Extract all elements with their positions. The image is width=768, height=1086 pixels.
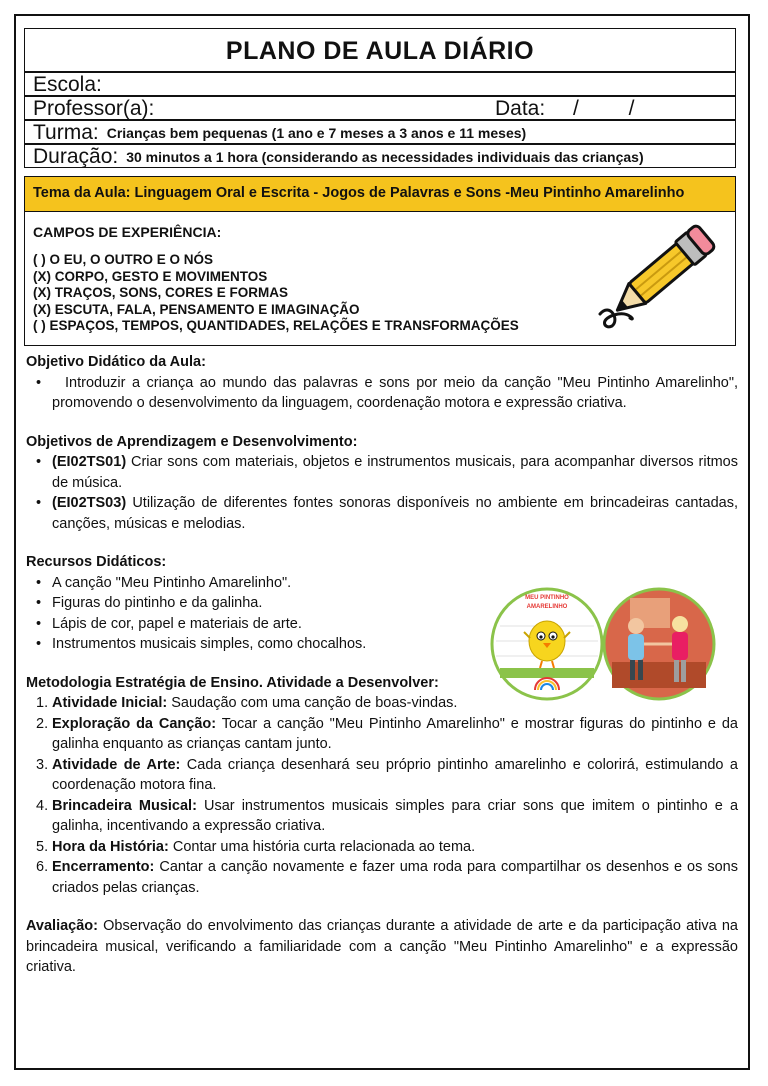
pencil-icon: [590, 222, 720, 332]
svg-text:MEU PINTINHO: MEU PINTINHO: [525, 595, 569, 601]
aprendizagem-title: Objetivos de Aprendizagem e Desenvolvimento:: [26, 433, 358, 450]
campo-item: (X) CORPO, GESTO E MOVIMENTOS: [33, 268, 268, 284]
campo-item: ( ) ESPAÇOS, TEMPOS, QUANTIDADES, RELAÇÕES E TRANSFORMAÇÕES: [33, 318, 519, 333]
duracao-row: [24, 144, 736, 168]
recursos-title: Recursos Didáticos:: [26, 554, 167, 570]
recurso-item: • Figuras do pintinho e da galinha.: [52, 593, 502, 614]
metodologia-item: 5. Hora da História: Contar uma história curta relacionada ao tema.: [36, 838, 476, 855]
page-title: PLANO DE AULA DIÁRIO: [24, 28, 736, 72]
campos-list: [33, 252, 519, 335]
children-photo: [604, 589, 714, 699]
recurso-item: • Lápis de cor, papel e materiais de arte.: [52, 614, 502, 635]
aprendizagem-item: • (EI02TS03) Utilização de diferentes fontes sonoras disponíveis no ambiente em brincadeiras cantadas, canções, músicas e melodias.: [52, 493, 738, 534]
metodologia-item: 1. Atividade Inicial: Saudação com uma canção de boas-vindas.: [36, 695, 458, 711]
lesson-theme-banner: Tema da Aula: Linguagem Oral e Escrita - Jogos de Palavras e Sons -Meu Pintinho Amarelinho: [24, 176, 736, 212]
turma-label: Turma:: [33, 121, 99, 144]
objetivo-text: • Introduzir a criança ao mundo das palavras e sons por meio da canção "Meu Pintinho Amarelinho", promovendo o desenvolvimento da linguagem, coordenação motora e expressão criativa.: [52, 373, 738, 414]
aprendizagem-item: • (EI02TS01) Criar sons com materiais, objetos e instrumentos musicais, para acompanhar diversos ritmos de música.: [52, 452, 738, 493]
data-label: Data:: [495, 97, 546, 120]
escola-row: [24, 72, 736, 96]
resource-images: [490, 586, 716, 702]
turma-value: Crianças bem pequenas (1 ano e 7 meses a 3 anos e 11 meses): [106, 125, 527, 141]
metodologia-item: 4. Brincadeira Musical: Usar instrumentos musicais simples para criar sons que imitem o pintinho e a galinha, incentivando a expressão criativa.: [36, 797, 739, 834]
campo-item: ( ) O EU, O OUTRO E O NÓS: [33, 252, 214, 267]
metodologia-title: Metodologia Estratégia de Ensino. Atividade a Desenvolver:: [26, 674, 439, 691]
recurso-item: • A canção "Meu Pintinho Amarelinho".: [52, 573, 502, 594]
campo-item: (X) TRAÇOS, SONS, CORES E FORMAS: [33, 285, 289, 300]
data-slashes: / /: [573, 97, 657, 120]
escola-label: Escola:: [33, 73, 102, 96]
chick-image: [492, 589, 602, 699]
svg-text:AMARELINHO: AMARELINHO: [526, 604, 568, 610]
objetivo-title: Objetivo Didático da Aula:: [26, 354, 206, 370]
avaliacao-paragraph: Avaliação: Observação do envolvimento das crianças durante a atividade de arte e da participação ativa na brincadeira musical, verificando a familiaridade com a canção "Meu Pintinho Amarelinho" e a expressão criativa.: [26, 918, 738, 975]
professor-row: [24, 96, 736, 120]
professor-label: Professor(a):: [33, 97, 155, 120]
campos-title: CAMPOS DE EXPERIÊNCIA:: [33, 224, 222, 240]
recurso-item: • Instrumentos musicais simples, como chocalhos.: [52, 634, 502, 655]
metodologia-item: 6. Encerramento: Cantar a canção novamente e fazer uma roda para compartilhar os desenhos e os sons criados pelas crianças.: [36, 859, 738, 896]
metodologia-item: 2. Exploração da Canção: Tocar a canção "Meu Pintinho Amarelinho" e mostrar figuras do pintinho e da galinha enquanto as crianças cantam junto.: [36, 715, 738, 752]
turma-row: [24, 120, 736, 144]
metodologia-item: 3. Atividade de Arte: Cada criança desenhará seu próprio pintinho amarelinho e colorirá, estimulando a coordenação motora fina.: [36, 756, 738, 793]
campo-item: (X) ESCUTA, FALA, PENSAMENTO E IMAGINAÇÃO: [33, 301, 360, 317]
duracao-label: Duração:: [33, 145, 119, 168]
duracao-value: 30 minutos a 1 hora (considerando as necessidades individuais das crianças): [126, 149, 644, 165]
